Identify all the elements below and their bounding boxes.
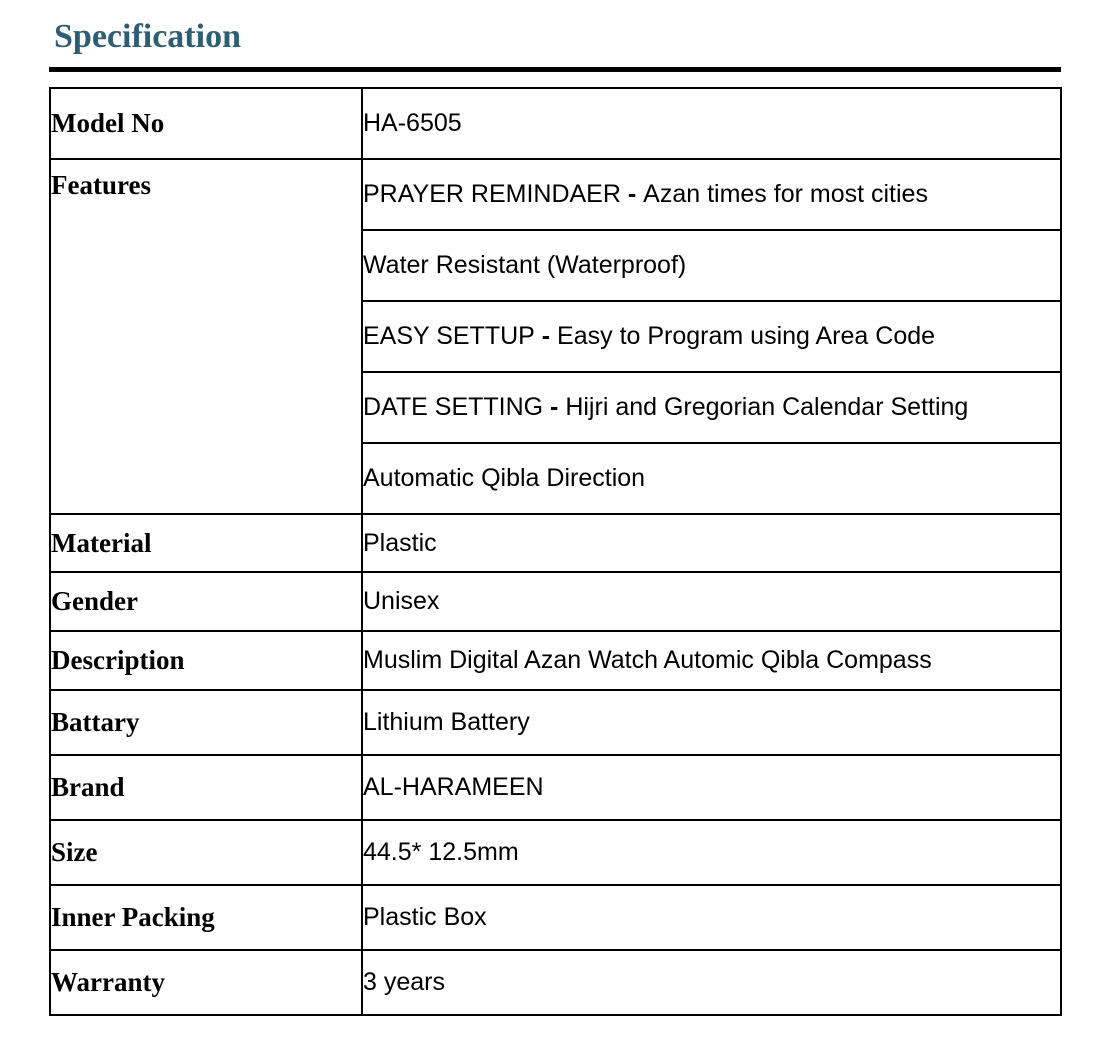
feature-name: DATE SETTING <box>363 393 544 421</box>
row-value: 44.5* 12.5mm <box>362 820 1061 885</box>
table-row-brand <box>50 755 1061 820</box>
row-label: Inner Packing <box>50 885 362 950</box>
row-value: HA-6505 <box>362 88 1061 159</box>
title-divider <box>49 67 1061 72</box>
row-label: Brand <box>50 755 362 820</box>
feature-item <box>362 301 1061 372</box>
page-title: Specification <box>54 18 241 55</box>
row-value: Unisex <box>362 572 1061 631</box>
feature-text: Hijri and Gregorian Calendar Setting <box>565 393 969 421</box>
feature-separator: - <box>534 322 558 350</box>
feature-text: Water Resistant (Waterproof) <box>363 251 687 279</box>
feature-name: PRAYER REMINDAER <box>363 180 621 208</box>
feature-text: Azan times for most cities <box>643 180 928 208</box>
row-value: AL-HARAMEEN <box>362 755 1061 820</box>
table-row-size <box>50 820 1061 885</box>
row-value: Plastic Box <box>362 885 1061 950</box>
feature-name: EASY SETTUP <box>363 322 535 350</box>
row-label: Battary <box>50 690 362 755</box>
table-row-packing <box>50 885 1061 950</box>
feature-separator: - <box>620 180 644 208</box>
row-label: Size <box>50 820 362 885</box>
row-value: Lithium Battery <box>362 690 1061 755</box>
row-label: Description <box>50 631 362 690</box>
table-row-description <box>50 631 1061 690</box>
table-row-feature <box>50 159 1061 230</box>
row-label: Model No <box>50 88 362 159</box>
row-label: Material <box>50 514 362 572</box>
table-row-warranty <box>50 950 1061 1015</box>
feature-item <box>362 230 1061 301</box>
feature-text: Automatic Qibla Direction <box>363 464 646 492</box>
table-row-gender <box>50 572 1061 631</box>
feature-separator: - <box>543 393 566 421</box>
feature-item <box>362 372 1061 443</box>
table-row-model <box>50 88 1061 159</box>
feature-text: Easy to Program using Area Code <box>557 322 936 350</box>
specification-table <box>49 87 1062 1016</box>
feature-item <box>362 159 1061 230</box>
table-row-material <box>50 514 1061 572</box>
row-label: Warranty <box>50 950 362 1015</box>
row-value: 3 years <box>362 950 1061 1015</box>
table-row-battery <box>50 690 1061 755</box>
row-label: Features <box>50 159 362 514</box>
row-value: Plastic <box>362 514 1061 572</box>
feature-item <box>362 443 1061 514</box>
row-value: Muslim Digital Azan Watch Automic Qibla Compass <box>362 631 1061 690</box>
row-label: Gender <box>50 572 362 631</box>
